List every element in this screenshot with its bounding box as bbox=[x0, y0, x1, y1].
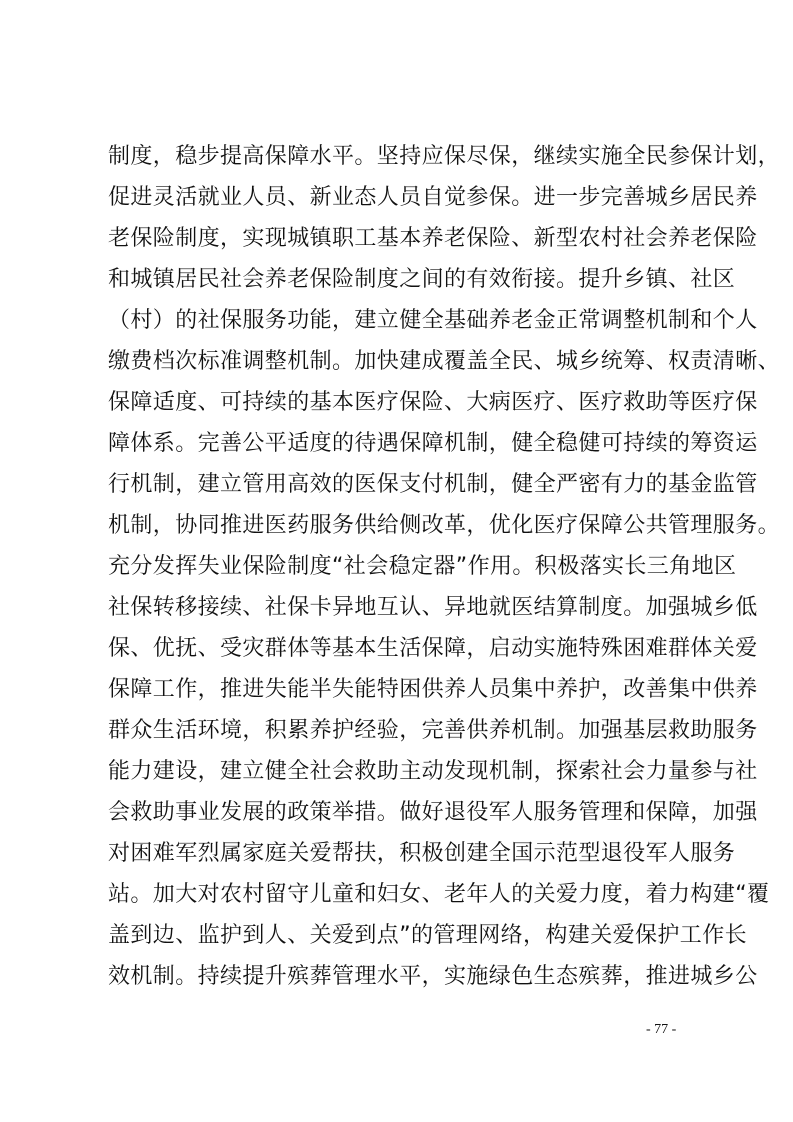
paragraph-line: 障体系。完善公平适度的待遇保障机制，健全稳健可持续的筹资运 bbox=[108, 431, 758, 456]
paragraph-line: 站。加大对农村留守儿童和妇女、老年人的关爱力度，着力构建“覆 bbox=[108, 882, 770, 907]
paragraph-line: 群众生活环境，积累养护经验，完善供养机制。加强基层救助服务 bbox=[108, 718, 758, 743]
paragraph-line: 缴费档次标准调整机制。加快建成覆盖全民、城乡统筹、权责清晰、 bbox=[108, 349, 781, 374]
paragraph-line: 充分发挥失业保险制度“社会稳定器”作用。积极落实长三角地区 bbox=[108, 554, 737, 579]
paragraph-line: 盖到边、监护到人、关爱到点”的管理网络，构建关爱保护工作长 bbox=[108, 923, 747, 948]
paragraph-line: 保、优抚、受灾群体等基本生活保障，启动实施特殊困难群体关爱 bbox=[108, 636, 758, 661]
paragraph-line: 保障适度、可持续的基本医疗保险、大病医疗、医疗救助等医疗保 bbox=[108, 390, 758, 415]
paragraph-line: 对困难军烈属家庭关爱帮扶，积极创建全国示范型退役军人服务 bbox=[108, 841, 736, 866]
paragraph-line: 效机制。持续提升殡葬管理水平，实施绿色生态殡葬，推进城乡公 bbox=[108, 964, 758, 989]
paragraph-line: 制度，稳步提高保障水平。坚持应保尽保，继续实施全民参保计划， bbox=[108, 144, 781, 169]
paragraph-line: 保障工作，推进失能半失能特困供养人员集中养护，改善集中供养 bbox=[108, 677, 758, 702]
paragraph-line: 老保险制度，实现城镇职工基本养老保险、新型农村社会养老保险 bbox=[108, 226, 758, 251]
paragraph-line: 促进灵活就业人员、新业态人员自觉参保。进一步完善城乡居民养 bbox=[108, 185, 758, 210]
paragraph-line: 机制，协同推进医药服务供给侧改革，优化医疗保障公共管理服务。 bbox=[108, 513, 781, 538]
paragraph-line: 和城镇居民社会养老保险制度之间的有效衔接。提升乡镇、社区 bbox=[108, 267, 736, 292]
paragraph-line: 能力建设，建立健全社会救助主动发现机制，探索社会力量参与社 bbox=[108, 759, 758, 784]
paragraph-line: 社保转移接续、社保卡异地互认、异地就医结算制度。加强城乡低 bbox=[108, 595, 758, 620]
paragraph-line: 行机制，建立管用高效的医保支付机制，健全严密有力的基金监管 bbox=[108, 472, 758, 497]
paragraph-line: （村）的社保服务功能，建立健全基础养老金正常调整机制和个人 bbox=[108, 308, 758, 333]
paragraph-line: 会救助事业发展的政策举措。做好退役军人服务管理和保障，加强 bbox=[108, 800, 758, 825]
page-number: - 77 - bbox=[646, 1022, 677, 1037]
